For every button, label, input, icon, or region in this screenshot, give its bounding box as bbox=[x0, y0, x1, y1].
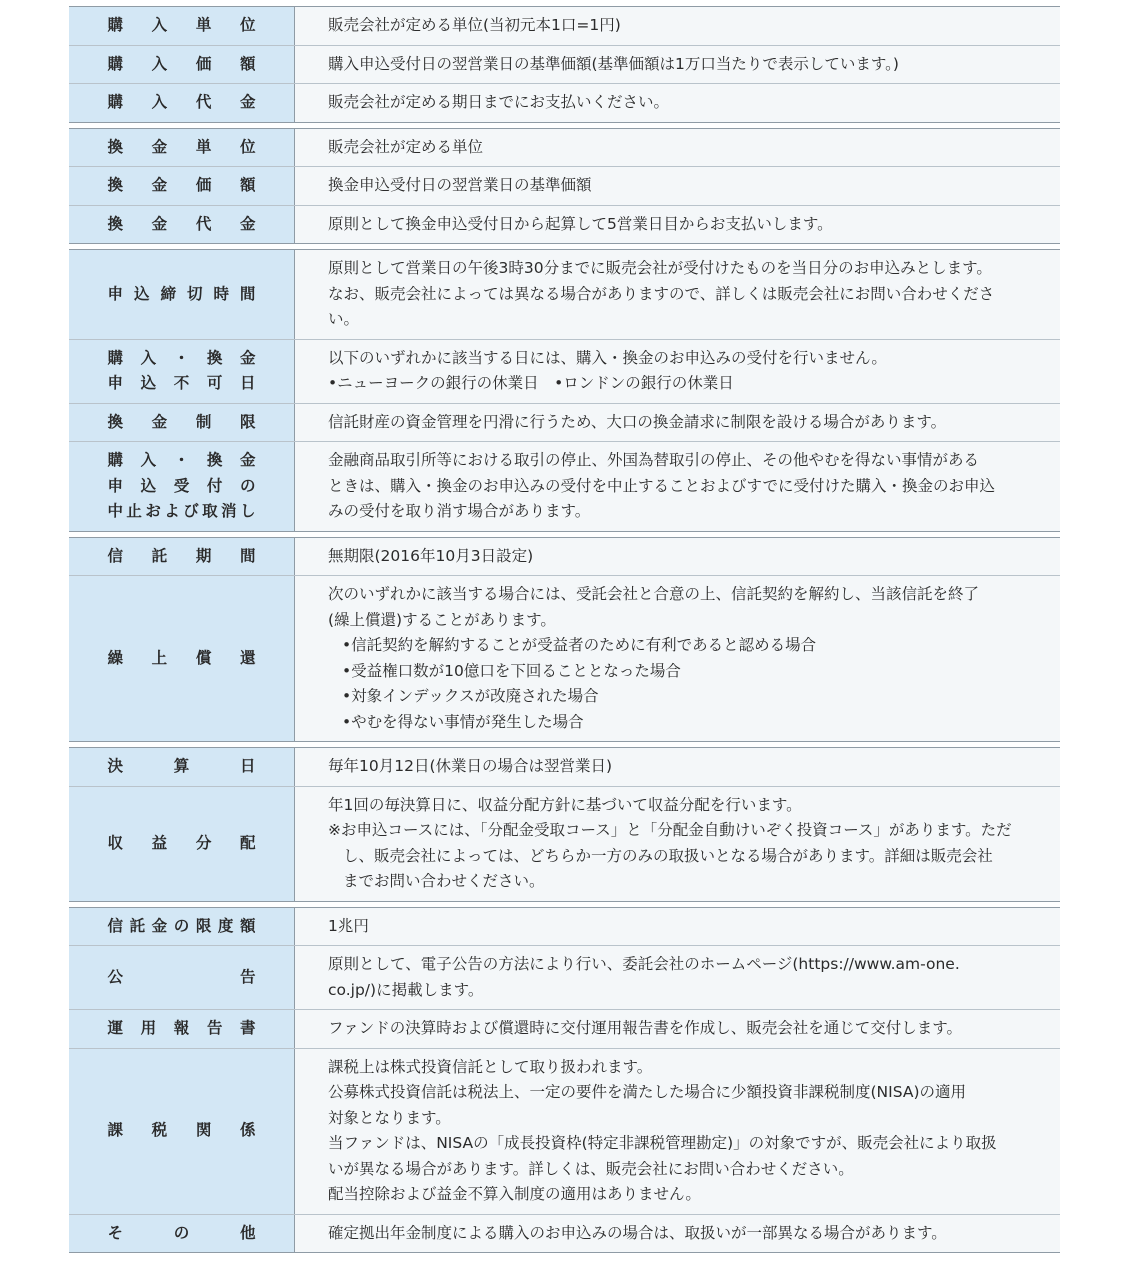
label-char: 償 bbox=[195, 648, 212, 667]
label-char: 決 bbox=[107, 757, 124, 775]
value-line: い。 bbox=[328, 310, 360, 328]
label-char: 限 bbox=[239, 412, 256, 431]
value-line: ファンドの決算時および償還時に交付運用報告書を作成し、販売会社を通じて交付します。 bbox=[328, 1019, 962, 1037]
label-char: 託 bbox=[129, 916, 146, 935]
label-char: 込 bbox=[140, 476, 157, 495]
label-char: 益 bbox=[151, 833, 168, 852]
label-char: 税 bbox=[151, 1121, 168, 1140]
value-line: ときは、購入・換金のお申込みの受付を中止することおよびすでに受付けた購入・換金のお申込 bbox=[328, 476, 995, 495]
label-char: 購 bbox=[107, 93, 124, 111]
row-value bbox=[295, 576, 1060, 741]
label-char: 切 bbox=[186, 284, 203, 303]
row-label bbox=[108, 346, 256, 397]
row-label bbox=[108, 410, 256, 436]
table-row bbox=[69, 908, 1060, 946]
label-char: 入 bbox=[151, 54, 168, 73]
label-char: 信 bbox=[107, 546, 124, 565]
value-line: 課税上は株式投資信託として取り扱われます。 bbox=[328, 1057, 653, 1076]
label-char: 金 bbox=[239, 348, 256, 367]
value-line: 以下のいずれかに該当する日には、購入・換金のお申込みの受付を行いません。 bbox=[328, 348, 887, 367]
value-line: ※お申込コースには、「分配金受取コース」と「分配金自動けいぞく投資コース」があります。ただ bbox=[328, 821, 1012, 839]
table-row bbox=[69, 945, 1060, 1009]
label-char: 金 bbox=[151, 412, 168, 431]
row-label-cell bbox=[69, 206, 295, 244]
label-char: 単 bbox=[195, 137, 212, 156]
row-label-line bbox=[108, 173, 256, 199]
label-char: 限 bbox=[195, 916, 212, 935]
value-line: 販売会社が定める単位(当初元本1口=1円) bbox=[328, 16, 621, 34]
table-row bbox=[69, 250, 1060, 339]
label-char: 申 bbox=[107, 374, 124, 392]
value-line: 公募株式投資信託は税法上、一定の要件を満たした場合に少額投資非課税制度(NISA)の適用 bbox=[328, 1083, 966, 1101]
table-section bbox=[69, 907, 1060, 1254]
label-char: 不 bbox=[173, 374, 190, 392]
label-char: 申 bbox=[107, 284, 124, 303]
row-label-cell bbox=[69, 748, 295, 786]
row-label-line bbox=[108, 448, 256, 474]
label-char: 運 bbox=[107, 1019, 124, 1037]
table-row bbox=[69, 538, 1060, 576]
label-char: 収 bbox=[107, 833, 124, 852]
row-label-cell bbox=[69, 7, 295, 45]
row-value bbox=[295, 946, 1060, 1009]
label-char: 購 bbox=[107, 451, 124, 469]
value-line: 年1回の毎決算日に、収益分配方針に基づいて収益分配を行います。 bbox=[328, 795, 802, 814]
label-char: 換 bbox=[107, 137, 124, 156]
row-label bbox=[108, 212, 256, 238]
row-value bbox=[295, 908, 1060, 946]
value-line: 換金申込受付日の翌営業日の基準価額 bbox=[328, 176, 592, 194]
table-row bbox=[69, 45, 1060, 84]
table-row bbox=[69, 575, 1060, 741]
row-label-cell bbox=[69, 250, 295, 339]
row-label-cell bbox=[69, 442, 295, 531]
label-char: そ bbox=[107, 1223, 124, 1242]
table-row bbox=[69, 1214, 1060, 1253]
row-label bbox=[108, 544, 256, 570]
label-char: 位 bbox=[239, 16, 256, 34]
row-label bbox=[108, 831, 256, 857]
label-char: 換 bbox=[107, 214, 124, 233]
value-line: (繰上償還)することがあります。 bbox=[328, 610, 556, 629]
row-label-line bbox=[108, 754, 256, 780]
table-row bbox=[69, 786, 1060, 901]
row-label-cell bbox=[69, 46, 295, 84]
row-label bbox=[108, 282, 256, 308]
row-label-line bbox=[108, 346, 256, 372]
label-char: 額 bbox=[239, 54, 256, 73]
label-char: 金 bbox=[239, 214, 256, 233]
row-label bbox=[108, 13, 256, 39]
row-value bbox=[295, 167, 1060, 205]
label-char: 信 bbox=[107, 916, 124, 935]
row-label-line bbox=[108, 1016, 256, 1042]
label-char: び bbox=[183, 502, 199, 520]
row-value bbox=[295, 1215, 1060, 1253]
row-label-cell bbox=[69, 538, 295, 576]
label-char: の bbox=[239, 476, 256, 495]
table-section bbox=[69, 537, 1060, 743]
table-row bbox=[69, 403, 1060, 442]
label-char: 付 bbox=[206, 476, 223, 495]
value-line: 1兆円 bbox=[328, 916, 369, 935]
table-section bbox=[69, 6, 1060, 123]
table-section bbox=[69, 747, 1060, 902]
label-char: 止 bbox=[126, 502, 142, 520]
row-value bbox=[295, 206, 1060, 244]
row-label bbox=[108, 90, 256, 116]
label-char: 申 bbox=[107, 476, 124, 495]
label-char: 額 bbox=[239, 916, 256, 935]
label-char: 代 bbox=[195, 93, 212, 111]
value-line: 確定拠出年金制度による購入のお申込みの場合は、取扱いが一部異なる場合があります。 bbox=[328, 1223, 947, 1242]
row-label-line bbox=[108, 544, 256, 570]
value-line: •ニューヨークの銀行の休業日 •ロンドンの銀行の休業日 bbox=[328, 374, 734, 392]
row-label bbox=[108, 1221, 256, 1247]
value-line: 金融商品取引所等における取引の停止、外国為替取引の停止、その他やむを得ない事情がある bbox=[328, 451, 980, 469]
row-label-line bbox=[108, 282, 256, 308]
label-char: 取 bbox=[202, 502, 218, 520]
label-char: 金 bbox=[239, 93, 256, 111]
row-label bbox=[108, 173, 256, 199]
label-char: 締 bbox=[160, 284, 176, 303]
label-char: 消 bbox=[221, 502, 237, 520]
label-char: 単 bbox=[195, 16, 212, 34]
label-char: の bbox=[173, 1223, 190, 1242]
value-line: 原則として、電子公告の方法により行い、委託会社のホームページ(https://www.am-one. bbox=[328, 955, 960, 973]
label-char: よ bbox=[164, 502, 180, 520]
value-line: 毎年10月12日(休業日の場合は翌営業日) bbox=[328, 757, 613, 775]
label-char: 購 bbox=[107, 16, 124, 34]
row-value bbox=[295, 84, 1060, 122]
row-value bbox=[295, 538, 1060, 576]
row-label-line bbox=[108, 135, 256, 161]
row-value bbox=[295, 442, 1060, 531]
row-value bbox=[295, 748, 1060, 786]
value-line: 販売会社が定める期日までにお支払いください。 bbox=[328, 93, 670, 111]
value-line: みの受付を取り消す場合があります。 bbox=[328, 502, 591, 520]
table-row bbox=[69, 1048, 1060, 1214]
label-char: 入 bbox=[140, 451, 157, 469]
label-char: し bbox=[239, 502, 256, 520]
label-char: 関 bbox=[195, 1121, 212, 1140]
table-row bbox=[69, 7, 1060, 45]
row-label-line bbox=[108, 499, 256, 525]
table-row bbox=[69, 129, 1060, 167]
row-label-cell bbox=[69, 84, 295, 122]
row-label bbox=[108, 135, 256, 161]
row-label-cell bbox=[69, 340, 295, 403]
row-label bbox=[108, 965, 256, 991]
value-line: 配当控除および益金不算入制度の適用はありません。 bbox=[328, 1185, 701, 1203]
row-label-line bbox=[108, 965, 256, 991]
label-char: 代 bbox=[195, 214, 212, 233]
row-label-cell bbox=[69, 1215, 295, 1253]
row-label-line bbox=[108, 13, 256, 39]
value-line: いが異なる場合があります。詳しくは、販売会社にお問い合わせください。 bbox=[328, 1159, 854, 1178]
row-value bbox=[295, 129, 1060, 167]
row-label-line bbox=[108, 646, 256, 672]
label-char: 日 bbox=[239, 374, 256, 392]
label-char: の bbox=[173, 916, 190, 935]
label-char: 購 bbox=[107, 348, 124, 367]
table-section bbox=[69, 128, 1060, 245]
value-line: 無期限(2016年10月3日設定) bbox=[328, 546, 534, 565]
label-char: 制 bbox=[195, 412, 212, 431]
table-row bbox=[69, 339, 1060, 403]
label-char: 託 bbox=[151, 546, 168, 565]
label-char: 金 bbox=[151, 214, 168, 233]
label-char: 配 bbox=[239, 833, 256, 852]
row-value bbox=[295, 7, 1060, 45]
row-value bbox=[295, 1049, 1060, 1214]
value-line: 購入申込受付日の翌営業日の基準価額(基準価額は1万口当たりで表示しています。) bbox=[328, 54, 899, 73]
label-char: 入 bbox=[151, 16, 168, 34]
label-char: 告 bbox=[206, 1019, 223, 1037]
table-row bbox=[69, 166, 1060, 205]
label-char: ・ bbox=[173, 451, 190, 469]
label-char: 価 bbox=[195, 54, 212, 73]
table-row bbox=[69, 441, 1060, 531]
label-char: 入 bbox=[140, 348, 157, 367]
row-label-line bbox=[108, 371, 256, 397]
row-label-line bbox=[108, 52, 256, 78]
value-line: 原則として営業日の午後3時30分までに販売会社が受付けたものを当日分のお申込みとします。 bbox=[328, 259, 992, 277]
row-label bbox=[108, 52, 256, 78]
table-row bbox=[69, 1009, 1060, 1048]
label-char: 還 bbox=[239, 648, 256, 667]
row-label bbox=[108, 1118, 256, 1144]
row-value bbox=[295, 787, 1060, 901]
label-char: 入 bbox=[151, 93, 168, 111]
note-continuation: までお問い合わせください。 bbox=[343, 872, 545, 890]
label-char: 間 bbox=[239, 284, 256, 303]
row-label-line bbox=[108, 914, 256, 940]
row-label-line bbox=[108, 410, 256, 436]
row-label-cell bbox=[69, 1049, 295, 1214]
value-line: なお、販売会社によっては異なる場合がありますので、詳しくは販売会社にお問い合わせくださ bbox=[328, 284, 995, 303]
value-line: 信託財産の資金管理を円滑に行うため、大口の換金請求に制限を設ける場合があります。 bbox=[328, 412, 947, 431]
label-char: 上 bbox=[151, 648, 168, 667]
note-continuation: し、販売会社によっては、どちらか一方のみの取扱いとなる場合があります。詳細は販売会社 bbox=[343, 846, 993, 865]
row-label bbox=[108, 646, 256, 672]
row-label-cell bbox=[69, 167, 295, 205]
row-label-cell bbox=[69, 129, 295, 167]
table-row bbox=[69, 748, 1060, 786]
label-char: 算 bbox=[173, 757, 190, 775]
label-char: 課 bbox=[107, 1121, 124, 1140]
label-char: 換 bbox=[107, 412, 124, 431]
value-line: 原則として換金申込受付日から起算して5営業日目からお支払いします。 bbox=[328, 214, 833, 233]
value-line: 販売会社が定める単位 bbox=[328, 137, 484, 156]
label-char: 換 bbox=[107, 176, 124, 194]
row-label-line bbox=[108, 1221, 256, 1247]
row-label-line bbox=[108, 212, 256, 238]
row-label-cell bbox=[69, 576, 295, 741]
row-label-cell bbox=[69, 908, 295, 946]
row-label-line bbox=[108, 1118, 256, 1144]
value-line: 次のいずれかに該当する場合には、受託会社と合意の上、信託契約を解約し、当該信託を終了 bbox=[328, 585, 980, 603]
label-char: 書 bbox=[239, 1019, 256, 1037]
row-label-cell bbox=[69, 946, 295, 1009]
bullet-item: •信託契約を解約することが受益者のために有利であると認める場合 bbox=[342, 636, 817, 654]
label-char: 繰 bbox=[107, 648, 124, 667]
row-label-cell bbox=[69, 404, 295, 442]
label-char: 間 bbox=[239, 546, 256, 565]
label-char: 換 bbox=[206, 451, 223, 469]
label-char: 金 bbox=[151, 176, 168, 194]
label-char: 込 bbox=[133, 284, 150, 303]
row-label-cell bbox=[69, 787, 295, 901]
fund-procedures-table bbox=[69, 6, 1060, 1258]
label-char: 係 bbox=[239, 1121, 256, 1140]
bullet-item: •やむを得ない事情が発生した場合 bbox=[342, 712, 584, 731]
label-char: 価 bbox=[195, 176, 212, 194]
table-row bbox=[69, 205, 1060, 244]
label-char: 額 bbox=[239, 176, 256, 194]
table-section bbox=[69, 249, 1060, 532]
label-char: 位 bbox=[239, 137, 256, 156]
label-char: 金 bbox=[239, 451, 256, 469]
label-char: 可 bbox=[206, 374, 223, 392]
label-char: ・ bbox=[173, 348, 190, 367]
label-char: お bbox=[145, 502, 161, 520]
value-line: 対象となります。 bbox=[328, 1108, 451, 1127]
label-char: 時 bbox=[213, 284, 229, 303]
value-line: co.jp/)に掲載します。 bbox=[328, 980, 484, 999]
label-char: 込 bbox=[140, 374, 157, 392]
row-label-line bbox=[108, 831, 256, 857]
label-char: 期 bbox=[195, 546, 212, 565]
label-char: 報 bbox=[173, 1019, 190, 1037]
bullet-item: •対象インデックスが改廃された場合 bbox=[342, 687, 599, 705]
label-char: 換 bbox=[206, 348, 223, 367]
row-label bbox=[108, 1016, 256, 1042]
row-value bbox=[295, 1010, 1060, 1048]
row-label bbox=[108, 914, 256, 940]
label-char: 告 bbox=[239, 967, 256, 986]
label-char: 日 bbox=[239, 757, 256, 775]
row-value bbox=[295, 250, 1060, 339]
label-char: 購 bbox=[107, 54, 124, 73]
row-value bbox=[295, 340, 1060, 403]
label-char: 用 bbox=[140, 1019, 157, 1037]
row-label-line bbox=[108, 474, 256, 500]
table-row bbox=[69, 83, 1060, 122]
label-char: 中 bbox=[107, 502, 124, 520]
row-label-line bbox=[108, 90, 256, 116]
row-label bbox=[108, 448, 256, 525]
value-line: 当ファンドは、NISAの「成長投資枠(特定非課税管理勘定)」の対象ですが、販売会社により取扱 bbox=[328, 1134, 997, 1152]
label-char: 金 bbox=[151, 916, 168, 935]
label-char: 公 bbox=[107, 967, 124, 986]
label-char: 金 bbox=[151, 137, 168, 156]
row-value bbox=[295, 404, 1060, 442]
label-char: 分 bbox=[195, 833, 212, 852]
row-label bbox=[108, 754, 256, 780]
row-value bbox=[295, 46, 1060, 84]
bullet-item: •受益権口数が10億口を下回ることとなった場合 bbox=[342, 661, 681, 680]
label-char: 他 bbox=[239, 1223, 256, 1242]
label-char: 度 bbox=[217, 916, 234, 935]
label-char: 受 bbox=[173, 476, 190, 495]
row-label-cell bbox=[69, 1010, 295, 1048]
